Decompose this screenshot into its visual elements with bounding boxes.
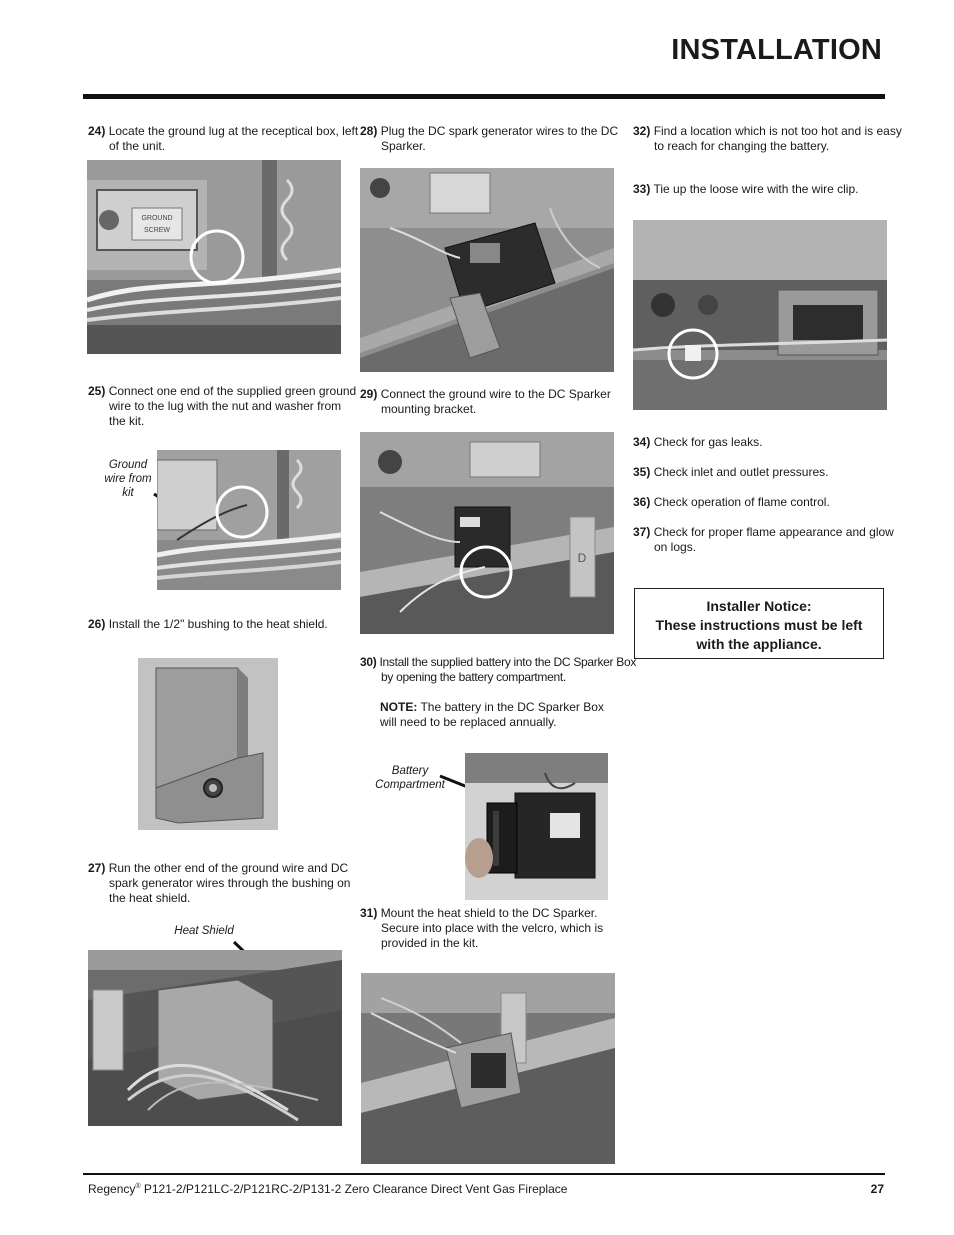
photo-battery-compartment	[465, 753, 608, 900]
step-text: Tie up the loose wire with the wire clip.	[653, 182, 859, 196]
step-text: Install the supplied battery into the DC Sparker Box by opening the battery compartment.	[379, 655, 637, 684]
step-32	[633, 124, 906, 154]
step-number: 37)	[633, 525, 651, 539]
step-25	[88, 384, 359, 429]
step-text: Install the 1/2" bushing to the heat shield.	[108, 617, 328, 631]
caption-line: wire from	[104, 473, 152, 485]
step-30	[360, 655, 637, 685]
step-number: 35)	[633, 465, 651, 479]
step-28	[360, 124, 633, 154]
step-text: Check for proper flame appearance and glow on logs.	[653, 525, 894, 554]
step-number: 34)	[633, 435, 651, 449]
step-text: Check operation of flame control.	[653, 495, 830, 509]
photo-ground-lug	[87, 160, 341, 354]
note-text: The battery in the DC Sparker Box will need to be replaced annually.	[380, 700, 604, 729]
caption-heat-shield: Heat Shield	[174, 925, 234, 937]
note-label: NOTE:	[380, 700, 418, 714]
caption-line: Ground	[108, 459, 148, 471]
step-35	[633, 465, 906, 480]
step-number: 30)	[360, 655, 377, 669]
lug-label-top: GROUND	[141, 215, 173, 222]
photo-heat-shield-mounted	[361, 973, 615, 1164]
photo-dc-sparker-wires	[360, 168, 614, 372]
step-text: Check inlet and outlet pressures.	[653, 465, 829, 479]
notice-line: Installer Notice:	[706, 598, 812, 614]
step-number: 24)	[88, 124, 106, 138]
step-number: 29)	[360, 387, 378, 401]
step-text: Locate the ground lug at the receptical box, left of the unit.	[108, 124, 359, 153]
photo-wire-clip	[633, 220, 887, 410]
notice-line: with the appliance.	[696, 636, 822, 652]
caption-line: Compartment	[375, 779, 445, 791]
step-text: Run the other end of the ground wire and DC spark generator wires through the bushing on the heat shield.	[108, 861, 351, 905]
step-number: 33)	[633, 182, 651, 196]
step-text: Connect the ground wire to the DC Sparker mounting bracket.	[380, 387, 611, 416]
step-text: Check for gas leaks.	[653, 435, 763, 449]
footer-rule	[83, 1173, 885, 1175]
step-number: 36)	[633, 495, 651, 509]
notice-line: These instructions must be left	[655, 617, 863, 633]
footer-brand: Regency	[88, 1182, 136, 1196]
step-number: 28)	[360, 124, 378, 138]
registered-mark: ®	[135, 1183, 141, 1190]
note-battery	[380, 700, 618, 730]
photo-ground-wire	[157, 450, 341, 590]
step-number: 25)	[88, 384, 106, 398]
step-number: 26)	[88, 617, 106, 631]
step-text: Connect one end of the supplied green ground wire to the lug with the nut and washer from the kit.	[108, 384, 357, 428]
step-27	[88, 861, 361, 906]
step-34	[633, 435, 906, 450]
photo-ground-bracket	[360, 432, 614, 634]
step-24	[88, 124, 359, 154]
header-rule	[83, 94, 885, 99]
footer-model-text: P121-2/P121LC-2/P121RC-2/P131-2 Zero Clearance Direct Vent Gas Fireplace	[140, 1182, 568, 1196]
footer-model	[88, 1182, 567, 1196]
caption-line: kit	[122, 487, 134, 499]
step-text: Mount the heat shield to the DC Sparker. Secure into place with the velcro, which is provided in the kit.	[380, 906, 604, 950]
step-36	[633, 495, 906, 510]
step-29	[360, 387, 633, 417]
step-31	[360, 906, 637, 951]
page-title: INSTALLATION	[671, 34, 882, 66]
step-number: 32)	[633, 124, 651, 138]
step-37	[633, 525, 906, 555]
photo-heat-shield-bushing	[138, 658, 278, 830]
page-number: 27	[870, 1182, 884, 1196]
step-text: Plug the DC spark generator wires to the DC Sparker.	[380, 124, 619, 153]
step-number: 27)	[88, 861, 106, 875]
step-text: Find a location which is not too hot and is easy to reach for changing the battery.	[653, 124, 902, 153]
photo-wires-through-shield	[88, 950, 342, 1126]
lug-label-bottom: SCREW	[143, 227, 171, 234]
installer-notice	[634, 588, 884, 659]
caption-line: Battery	[391, 765, 429, 777]
step-33	[633, 182, 906, 197]
sparker-marking: D	[577, 551, 587, 565]
step-number: 31)	[360, 906, 378, 920]
step-26	[88, 617, 365, 632]
